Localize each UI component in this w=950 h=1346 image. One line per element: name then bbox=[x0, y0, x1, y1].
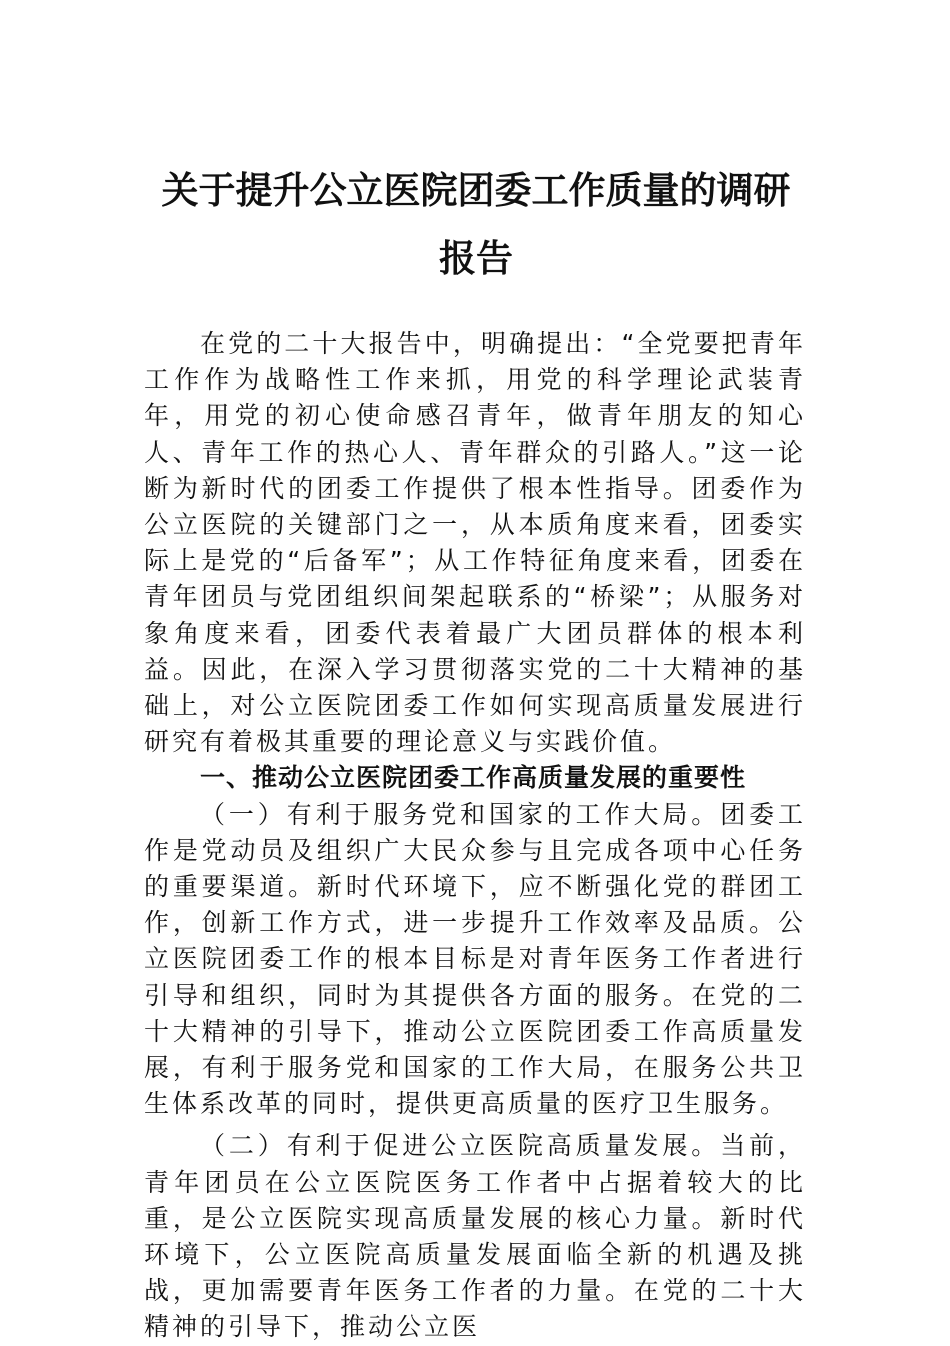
page-title: 关于提升公立医院团委工作质量的调研报告 bbox=[161, 168, 791, 280]
section-heading: 一、推动公立医院团委工作高质量发展的重要性 bbox=[200, 763, 747, 793]
paragraph-1 bbox=[144, 797, 806, 1123]
paragraph-2-lead: （二）有利于促进公立医院高质量发展。 bbox=[200, 1131, 721, 1161]
paragraph-2 bbox=[144, 1128, 806, 1345]
paragraph-1-lead: （一）有利于服务党和国家的工作大局。 bbox=[200, 799, 721, 829]
paragraph-2-body: 当前，青年团员在公立医院医务工作者中占据着较大的比重，是公立医院实现高质量发展的核心力量。新时代环境下，公立医院高质量发展面临全新的机遇及挑战，更加需要青年医务工作者的力量。在党的二十大精神的引导下，推动公立医 bbox=[144, 1131, 806, 1342]
paragraph-1-body: 团委工作是党动员及组织广大民众参与且完成各项中心任务的重要渠道。新时代环境下，应不断强化党的群团工作，创新工作方式，进一步提升工作效率及品质。公立医院团委工作的根本目标是对青年医务工作者进行引导和组织，同时为其提供各方面的服务。在党的二十大精神的引导下，推动公立医院团委工作高质量发展，有利于服务党和国家的工作大局，在服务公共卫生体系改革的同时，提供更高质量的医疗卫生服务。 bbox=[144, 799, 806, 1119]
intro-paragraph: 在党的二十大报告中，明确提出：“全党要把青年工作作为战略性工作来抓，用党的科学理论武装青年，用党的初心使命感召青年，做青年朋友的知心人、青年工作的热心人、青年群众的引路人。”这一论断为新时代的团委工作提供了根本性指导。团委作为公立医院的关键部门之一，从本质角度来看，团委实际上是党的“后备军”；从工作特征角度来看，团委在青年团员与党团组织间架起联系的“桥梁”；从服务对象角度来看，团委代表着最广大团员群体的根本利益。因此，在深入学习贯彻落实党的二十大精神的基础上，对公立医院团委工作如何实现高质量发展进行研究有着极其重要的理论意义与实践价值。 bbox=[144, 329, 806, 757]
document-body bbox=[144, 326, 806, 1346]
